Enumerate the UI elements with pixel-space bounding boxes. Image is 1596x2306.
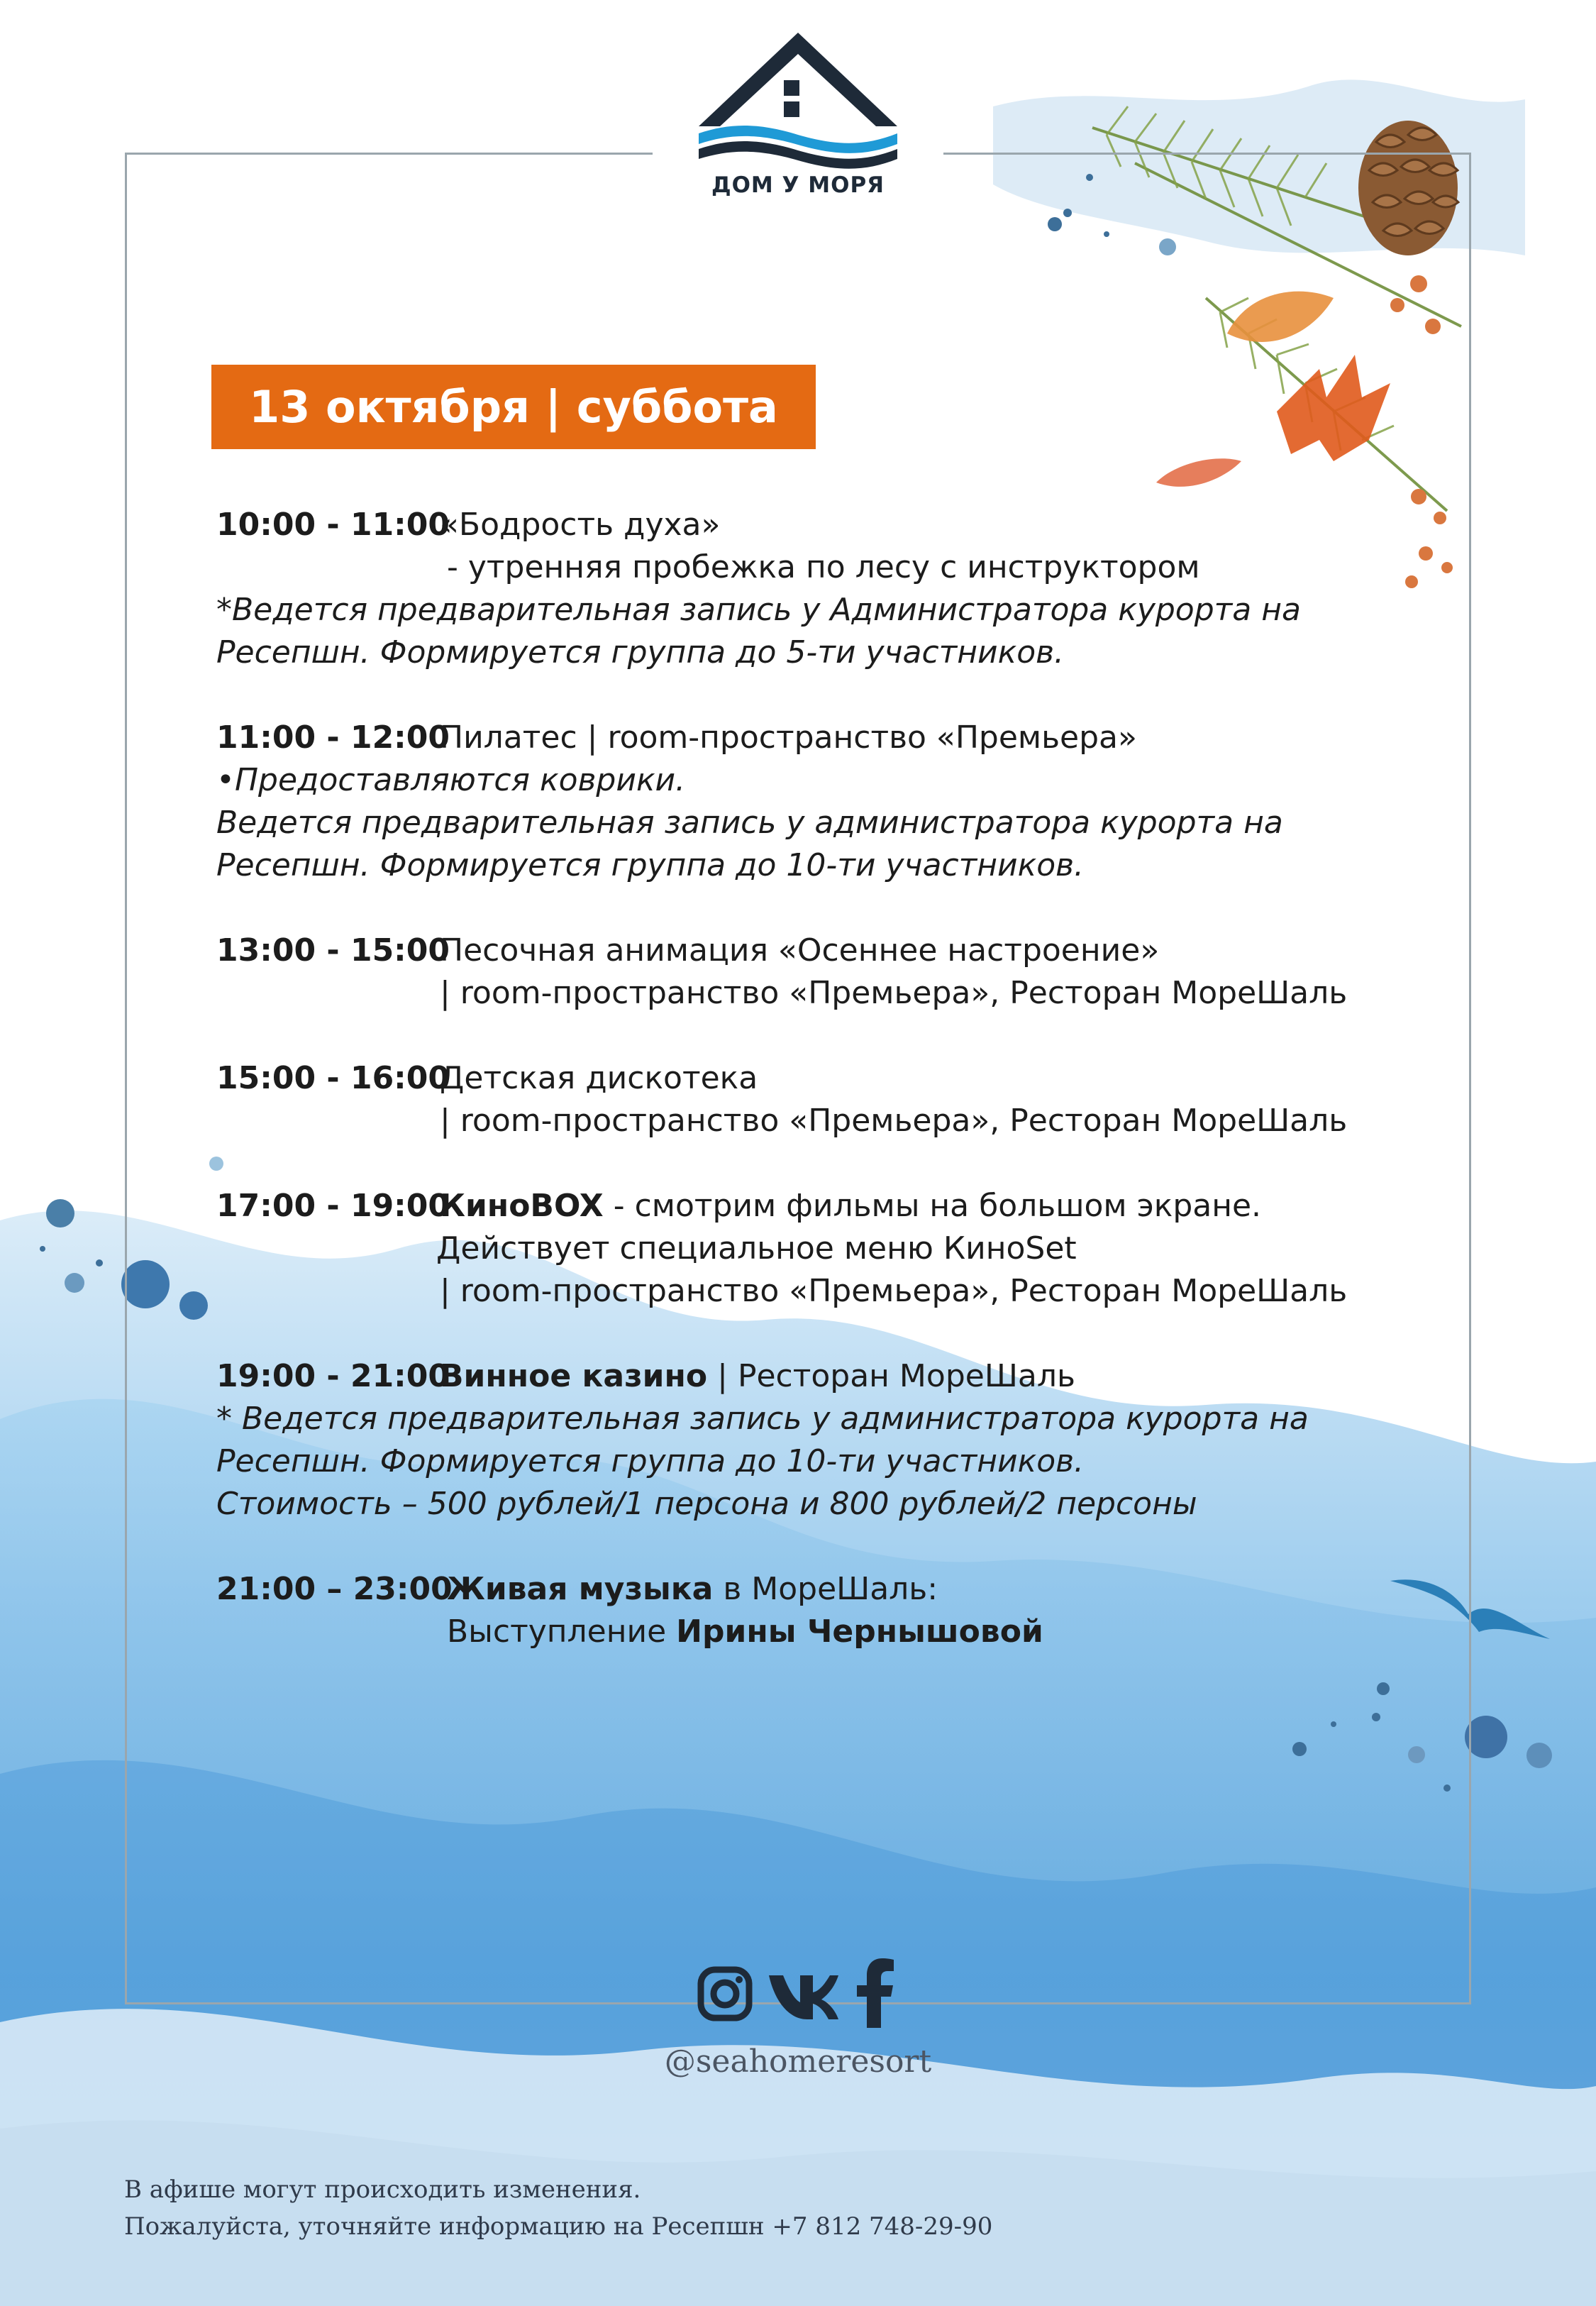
event-time: 15:00 - 16:00 — [216, 1060, 450, 1096]
event-time: 11:00 - 12:00 — [216, 719, 450, 756]
event-time: 13:00 - 15:00 — [216, 932, 450, 969]
date-banner: 13 октября | суббота — [211, 365, 816, 449]
event-item — [216, 717, 1387, 887]
event-description: - смотрим фильмы на большом экране. — [603, 1188, 1262, 1224]
event-location: | Ресторан МореШаль — [707, 1358, 1075, 1394]
event-title: Винное казино — [440, 1358, 708, 1394]
event-title: Пилатес | room-пространство «Премьера» — [440, 719, 1137, 756]
event-title: «Бодрость духа» — [440, 507, 721, 543]
event-item — [216, 1355, 1387, 1526]
event-detail: Действует специальное меню КиноSet — [436, 1230, 1077, 1267]
event-title: Живая музыка — [447, 1571, 714, 1607]
event-item — [216, 929, 1387, 1015]
event-location: | room-пространство «Премьера», Ресторан МореШаль — [440, 1103, 1348, 1139]
event-title: КиноBOX — [440, 1188, 604, 1224]
event-location: в МореШаль: — [713, 1571, 938, 1607]
event-location: | room-пространство «Премьера», Ресторан МореШаль — [440, 975, 1348, 1011]
event-item — [216, 504, 1387, 674]
event-time: 19:00 - 21:00 — [216, 1358, 450, 1394]
event-title: Песочная анимация «Осеннее настроение» — [440, 932, 1160, 969]
event-note: * Ведется предварительная запись у администратора курорта на — [216, 1401, 1309, 1437]
event-note: Ресепшн. Формируется группа до 10-ти участников. — [216, 847, 1085, 883]
event-time: 21:00 – 23:00 — [216, 1571, 453, 1607]
event-time: 17:00 - 19:00 — [216, 1188, 450, 1224]
event-item — [216, 1185, 1387, 1313]
house-wave-icon — [695, 27, 901, 169]
instagram-icon[interactable] — [697, 1965, 753, 2022]
event-note: Ресепшн. Формируется группа до 10-ти участников. — [216, 1443, 1085, 1479]
event-schedule — [216, 504, 1387, 1696]
event-note: *Ведется предварительная запись у Администратора курорта на — [216, 592, 1301, 628]
event-note: •Предоставляются коврики. — [216, 762, 686, 798]
facebook-icon[interactable] — [854, 1957, 897, 2028]
logo-text: ДОМ У МОРЯ — [711, 172, 885, 198]
event-item — [216, 1057, 1387, 1142]
footer-line: В афише могут происходить изменения. — [124, 2175, 641, 2204]
event-note: Ресепшн. Формируется группа до 5-ти участников. — [216, 634, 1065, 671]
social-links — [697, 1965, 902, 2029]
vk-icon[interactable] — [767, 1971, 838, 2021]
performer-name: Ирины Чернышовой — [676, 1613, 1043, 1650]
event-note: Ведется предварительная запись у администратора курорта на — [216, 805, 1283, 841]
brand-logo — [695, 27, 901, 204]
event-subtitle: - утренняя пробежка по лесу с инструктором — [447, 549, 1200, 585]
footer-disclaimer — [124, 2171, 1330, 2245]
event-time: 10:00 - 11:00 — [216, 507, 450, 543]
event-item — [216, 1568, 1387, 1653]
footer-line: Пожалуйста, уточняйте информацию на Ресепшн +7 812 748-29-90 — [124, 2212, 993, 2241]
event-price: Стоимость – 500 рублей/1 персона и 800 рублей/2 персоны — [216, 1486, 1197, 1522]
event-location: | room-пространство «Премьера», Ресторан МореШаль — [440, 1273, 1348, 1309]
social-handle[interactable]: @seahomeresort — [664, 2043, 932, 2080]
event-title: Детская дискотека — [440, 1060, 758, 1096]
event-detail: Выступление — [447, 1613, 677, 1650]
